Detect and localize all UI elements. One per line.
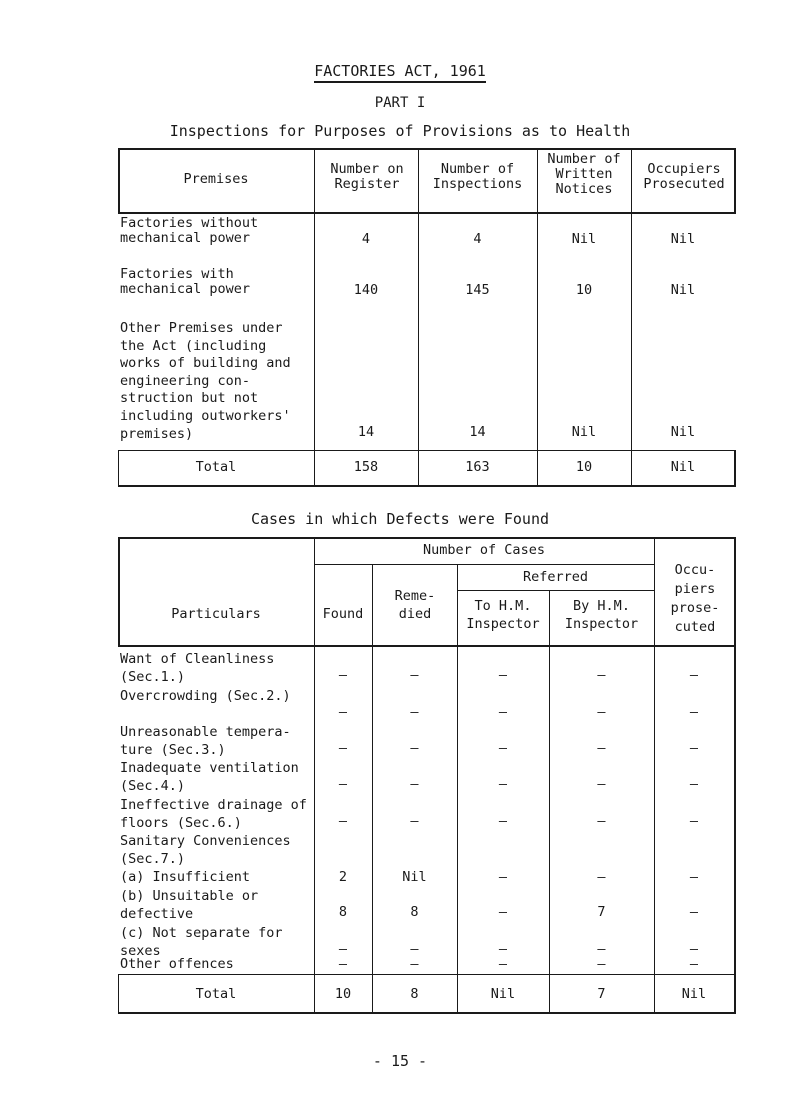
- col-found: Found: [322, 606, 364, 622]
- prosecuted-value: –: [689, 813, 699, 829]
- particular-label: Sanitary Conveniences (Sec.7.): [120, 833, 291, 867]
- notices-value: Nil: [571, 231, 597, 247]
- notices-value: Nil: [571, 424, 597, 440]
- by-hm-value: –: [597, 667, 606, 683]
- remedied-value: –: [410, 941, 419, 957]
- found-value: –: [338, 813, 348, 829]
- total-label: Total: [195, 986, 237, 1002]
- remedied-value: –: [410, 813, 419, 829]
- remedied-value: Nil: [402, 869, 427, 885]
- prosecuted-value: –: [689, 667, 699, 683]
- particular-label: (a) Insufficient: [120, 869, 251, 885]
- by-hm-value: 7: [597, 904, 606, 920]
- particular-label: (b) Unsuitable or defective: [120, 888, 259, 922]
- col-particulars: Particulars: [171, 606, 261, 622]
- found-value: –: [338, 740, 348, 756]
- prosecuted-value: –: [689, 904, 699, 920]
- particular-label: (c) Not separate for sexes: [120, 925, 283, 959]
- total-inspections: 163: [465, 459, 490, 475]
- remedied-value: –: [410, 667, 419, 683]
- col-by-hm-inspector: By H.M. Inspector: [564, 598, 639, 632]
- col-referred: Referred: [522, 569, 589, 585]
- inspections-value: 4: [473, 231, 482, 247]
- prosecuted-value: Nil: [670, 282, 696, 298]
- total-remedied: 8: [410, 986, 419, 1002]
- total-register: 158: [353, 459, 379, 475]
- to-hm-value: –: [498, 869, 508, 885]
- found-value: 2: [338, 869, 348, 885]
- to-hm-value: –: [498, 667, 508, 683]
- register-value: 140: [353, 282, 379, 298]
- by-hm-value: –: [597, 941, 606, 957]
- remedied-value: –: [410, 704, 419, 720]
- particular-label: Inadequate ventilation (Sec.4.): [120, 760, 299, 794]
- prosecuted-value: –: [689, 869, 699, 885]
- particular-label: Want of Cleanliness (Sec.1.): [120, 651, 275, 685]
- total-prosecuted: Nil: [670, 459, 696, 475]
- prosecuted-value: –: [689, 704, 699, 720]
- total-by-hm: 7: [597, 986, 606, 1002]
- to-hm-value: –: [498, 813, 508, 829]
- prosecuted-value: –: [689, 941, 699, 957]
- prosecuted-value: Nil: [670, 424, 696, 440]
- subtitle: Inspections for Purposes of Provisions as to Health: [169, 122, 631, 140]
- inspections-value: 14: [469, 424, 486, 440]
- prosecuted-value: –: [689, 956, 699, 972]
- particular-label: Overcrowding (Sec.2.): [120, 688, 291, 704]
- found-value: –: [338, 956, 348, 972]
- notices-value: 10: [575, 282, 593, 298]
- found-value: –: [338, 941, 348, 957]
- by-hm-value: –: [597, 740, 606, 756]
- total-to-hm: Nil: [490, 986, 516, 1002]
- particular-label: Unreasonable tempera- ture (Sec.3.): [120, 724, 291, 758]
- by-hm-value: –: [597, 776, 606, 792]
- prosecuted-value: –: [689, 776, 699, 792]
- prosecuted-value: Nil: [670, 231, 696, 247]
- inspections-table: [118, 148, 736, 486]
- defects-table: [118, 537, 736, 1013]
- to-hm-value: –: [498, 956, 508, 972]
- premises-label: Other Premises under the Act (including works of building and engineering con- struction but not including outworkers' premises): [120, 320, 291, 442]
- register-value: 14: [357, 424, 375, 440]
- act-title: FACTORIES ACT, 1961: [0, 62, 800, 80]
- total-label: Total: [195, 459, 237, 475]
- particular-label: Ineffective drainage of floors (Sec.6.): [120, 797, 307, 831]
- col-inspections: Number of Inspections: [432, 161, 523, 192]
- by-hm-value: –: [597, 704, 606, 720]
- total-notices: 10: [575, 459, 593, 475]
- by-hm-value: –: [597, 813, 606, 829]
- inspections-value: 145: [465, 282, 490, 298]
- remedied-value: –: [410, 740, 419, 756]
- premises-label: Factories without mechanical power: [120, 215, 259, 246]
- col-to-hm-inspector: To H.M. Inspector: [466, 598, 540, 632]
- col-occupiers-prosecuted: Occu- piers prose- cuted: [670, 562, 720, 635]
- found-value: –: [338, 776, 348, 792]
- cases-title: Cases in which Defects were Found: [250, 510, 549, 528]
- found-value: –: [338, 704, 348, 720]
- premises-label: Factories with mechanical power: [120, 266, 251, 297]
- found-value: –: [338, 667, 348, 683]
- by-hm-value: –: [597, 869, 606, 885]
- remedied-value: –: [410, 956, 419, 972]
- col-prosecuted: Occupiers Prosecuted: [643, 161, 725, 192]
- to-hm-value: –: [498, 776, 508, 792]
- remedied-value: –: [410, 776, 419, 792]
- col-register: Number on Register: [330, 161, 404, 192]
- to-hm-value: –: [498, 904, 508, 920]
- register-value: 4: [361, 231, 371, 247]
- col-premises: Premises: [183, 171, 249, 187]
- col-remedied: Reme- died: [394, 588, 436, 622]
- particular-label: Other offences: [120, 956, 234, 972]
- by-hm-value: –: [597, 956, 606, 972]
- total-prosecuted: Nil: [681, 986, 707, 1002]
- col-number-of-cases: Number of Cases: [423, 542, 545, 558]
- to-hm-value: –: [498, 740, 508, 756]
- to-hm-value: –: [498, 941, 508, 957]
- total-found: 10: [334, 986, 352, 1002]
- part-label: PART I: [374, 95, 426, 111]
- remedied-value: 8: [410, 904, 419, 920]
- col-notices: Number of Written Notices: [547, 151, 621, 197]
- to-hm-value: –: [498, 704, 508, 720]
- found-value: 8: [338, 904, 348, 920]
- page-number: - 15 -: [372, 1052, 428, 1070]
- prosecuted-value: –: [689, 740, 699, 756]
